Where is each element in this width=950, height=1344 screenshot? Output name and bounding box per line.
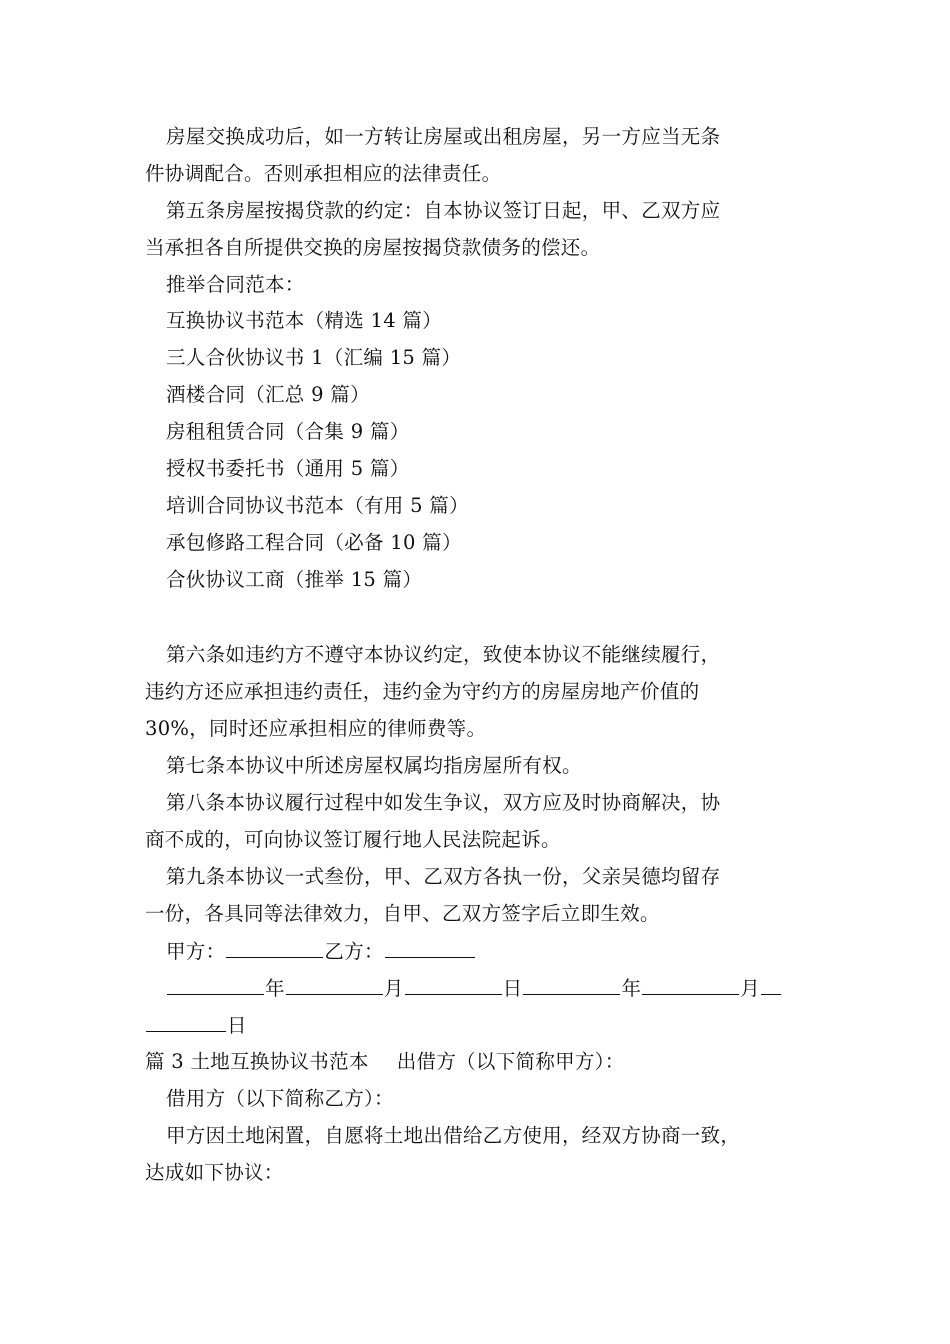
lender-label: 出借方（以下简称甲方）：	[396, 1050, 625, 1073]
signature-date-line-continued	[145, 1013, 247, 1038]
year-label: 年	[621, 977, 642, 1000]
recommended-link[interactable]: 酒楼合同（汇总 9 篇）	[166, 383, 370, 406]
section-3-title: 篇 3 土地互换协议书范本	[145, 1050, 369, 1073]
article-5-line-2: 当承担各自所提供交换的房屋按揭贷款债务的偿还。	[145, 236, 601, 259]
article-5-line-1: 第五条房屋按揭贷款的约定：自本协议签订日起，甲、乙双方应	[166, 199, 721, 222]
section-3-intro-line-2: 达成如下协议：	[145, 1161, 284, 1184]
article-8-line-2: 商不成的，可向协议签订履行地人民法院起诉。	[145, 828, 561, 851]
date-blank	[642, 976, 739, 995]
date-blank	[167, 976, 264, 995]
section-3-intro-line-1: 甲方因土地闲置，自愿将土地出借给乙方使用，经双方协商一致，	[166, 1124, 741, 1147]
party-b-label: 乙方：	[324, 940, 384, 963]
recommended-link[interactable]: 互换协议书范本（精选 14 篇）	[166, 309, 443, 332]
article-8-line-1: 第八条本协议履行过程中如发生争议，双方应及时协商解决，协	[166, 791, 721, 814]
date-blank	[146, 1013, 226, 1032]
article-7: 第七条本协议中所述房屋权属均指房屋所有权。	[166, 754, 582, 777]
section-3-heading-line	[145, 1050, 625, 1074]
article-9-line-1: 第九条本协议一式叁份，甲、乙双方各执一份，父亲吴德均留存	[166, 865, 721, 888]
year-label: 年	[265, 977, 285, 1000]
borrower-label: 借用方（以下简称乙方）：	[166, 1087, 394, 1110]
party-b-signature-blank	[385, 939, 475, 958]
recommended-link[interactable]: 承包修路工程合同（必备 10 篇）	[166, 531, 462, 554]
date-blank	[405, 976, 502, 995]
day-label: 日	[227, 1014, 247, 1037]
exchange-paragraph-line-2: 件协调配合。否则承担相应的法律责任。	[145, 162, 502, 185]
article-6-line-1: 第六条如违约方不遵守本协议约定，致使本协议不能继续履行，	[166, 643, 721, 666]
recommended-link[interactable]: 授权书委托书（通用 5 篇）	[166, 457, 410, 480]
date-blank	[761, 976, 781, 995]
recommend-heading: 推举合同范本：	[166, 273, 305, 296]
recommended-link[interactable]: 培训合同协议书范本（有用 5 篇）	[166, 494, 469, 517]
recommended-link[interactable]: 三人合伙协议书 1（汇编 15 篇）	[166, 346, 462, 369]
exchange-paragraph-line-1: 房屋交换成功后，如一方转让房屋或出租房屋，另一方应当无条	[166, 125, 721, 148]
recommended-link[interactable]: 房租租赁合同（合集 9 篇）	[166, 420, 410, 443]
date-blank	[523, 976, 620, 995]
date-blank	[286, 976, 383, 995]
day-label: 日	[502, 977, 523, 1000]
month-label: 月	[740, 977, 761, 1000]
party-a-signature-blank	[226, 939, 323, 958]
signature-date-line	[166, 976, 782, 1001]
signature-parties-line	[166, 939, 476, 964]
party-a-label: 甲方：	[166, 940, 226, 963]
article-6-line-2: 违约方还应承担违约责任，违约金为守约方的房屋房地产价值的	[145, 680, 700, 703]
article-6-line-3: 30%，同时还应承担相应的律师费等。	[145, 717, 487, 740]
month-label: 月	[383, 977, 404, 1000]
article-9-line-2: 一份，各具同等法律效力，自甲、乙双方签字后立即生效。	[145, 902, 660, 925]
recommended-link[interactable]: 合伙协议工商（推举 15 篇）	[166, 568, 423, 591]
